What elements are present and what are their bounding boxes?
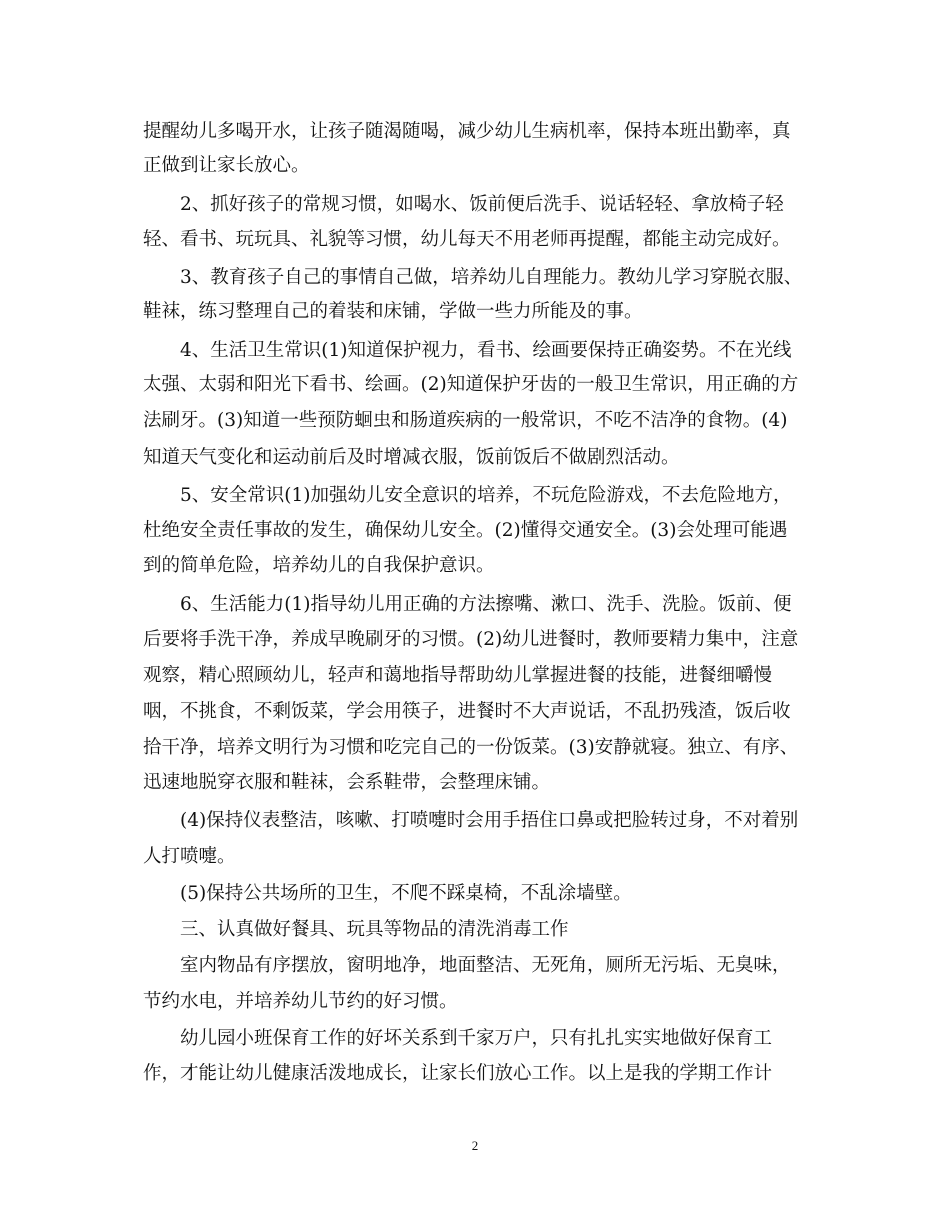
text-line: 轻、看书、玩玩具、礼貌等习惯，幼儿每天不用老师再提醒，都能主动完成好。 [143,229,791,250]
text-line: 2、抓好孩子的常规习惯，如喝水、饭前便后洗手、说话轻轻、拿放椅子轻 [180,194,784,215]
text-line: 咽，不挑食，不剩饭菜，学会用筷子，进餐时不大声说话，不乱扔残渣，饭后收 [143,701,791,722]
text-line: 作，才能让幼儿健康活泼地成长，让家长们放心工作。以上是我的学期工作计 [143,1063,773,1084]
text-line: 4、生活卫生常识(1)知道保护视力，看书、绘画要保持正确姿势。不在光线 [180,340,792,361]
text-line: 5、安全常识(1)加强幼儿安全意识的培养，不玩危险游戏，不去危险地方， [180,485,792,506]
text-line: (4)保持仪表整洁，咳嗽、打喷嚏时会用手捂住口鼻或把脸转过身，不对着别 [180,810,799,831]
text-line: 3、教育孩子自己的事情自己做，培养幼儿自理能力。教幼儿学习穿脱衣服、 [180,267,803,288]
section-heading: 三、认真做好餐具、玩具等物品的清洗消毒工作 [180,919,569,940]
text-line: 节约水电，并培养幼儿节约的好习惯。 [143,991,458,1012]
text-line: 观察，精心照顾幼儿，轻声和蔼地指导帮助幼儿掌握进餐的技能，进餐细嚼慢 [143,665,773,686]
text-line: 法刷牙。(3)知道一些预防蛔虫和肠道疾病的一般常识，不吃不洁净的食物。(4) [143,410,788,431]
text-line: 正做到让家长放心。 [143,155,310,176]
page-number: 2 [471,1138,479,1153]
text-line: 后要将手洗干净，养成早晚刷牙的习惯。(2)幼儿进餐时，教师要精力集中，注意 [143,629,799,650]
text-line: (5)保持公共场所的卫生，不爬不踩桌椅，不乱涂墙壁。 [180,883,632,904]
text-line: 6、生活能力(1)指导幼儿用正确的方法擦嘴、漱口、洗手、洗脸。饭前、便 [180,594,792,615]
text-line: 迅速地脱穿衣服和鞋袜，会系鞋带，会整理床铺。 [143,772,551,793]
text-line: 幼儿园小班保育工作的好坏关系到千家万户，只有扎扎实实地做好保育工 [180,1028,773,1049]
text-line: 到的简单危险，培养幼儿的自我保护意识。 [143,555,495,576]
text-line: 太强、太弱和阳光下看书、绘画。(2)知道保护牙齿的一般卫生常识，用正确的方 [143,374,799,395]
text-line: 提醒幼儿多喝开水，让孩子随渴随喝，减少幼儿生病机率，保持本班出勤率，真 [143,121,791,142]
text-line: 人打喷嚏。 [143,846,236,867]
text-line: 知道天气变化和运动前后及时增减衣服，饭前饭后不做剧烈活动。 [143,447,680,468]
text-line: 拾干净，培养文明行为习惯和吃完自己的一份饭菜。(3)安静就寝。独立、有序、 [143,737,799,758]
text-line: 杜绝安全责任事故的发生，确保幼儿安全。(2)懂得交通安全。(3)会处理可能遇 [143,520,788,541]
text-line: 鞋袜，练习整理自己的着装和床铺，学做一些力所能及的事。 [143,301,643,322]
text-line: 室内物品有序摆放，窗明地净，地面整洁、无死角，厕所无污垢、无臭味， [180,955,791,976]
